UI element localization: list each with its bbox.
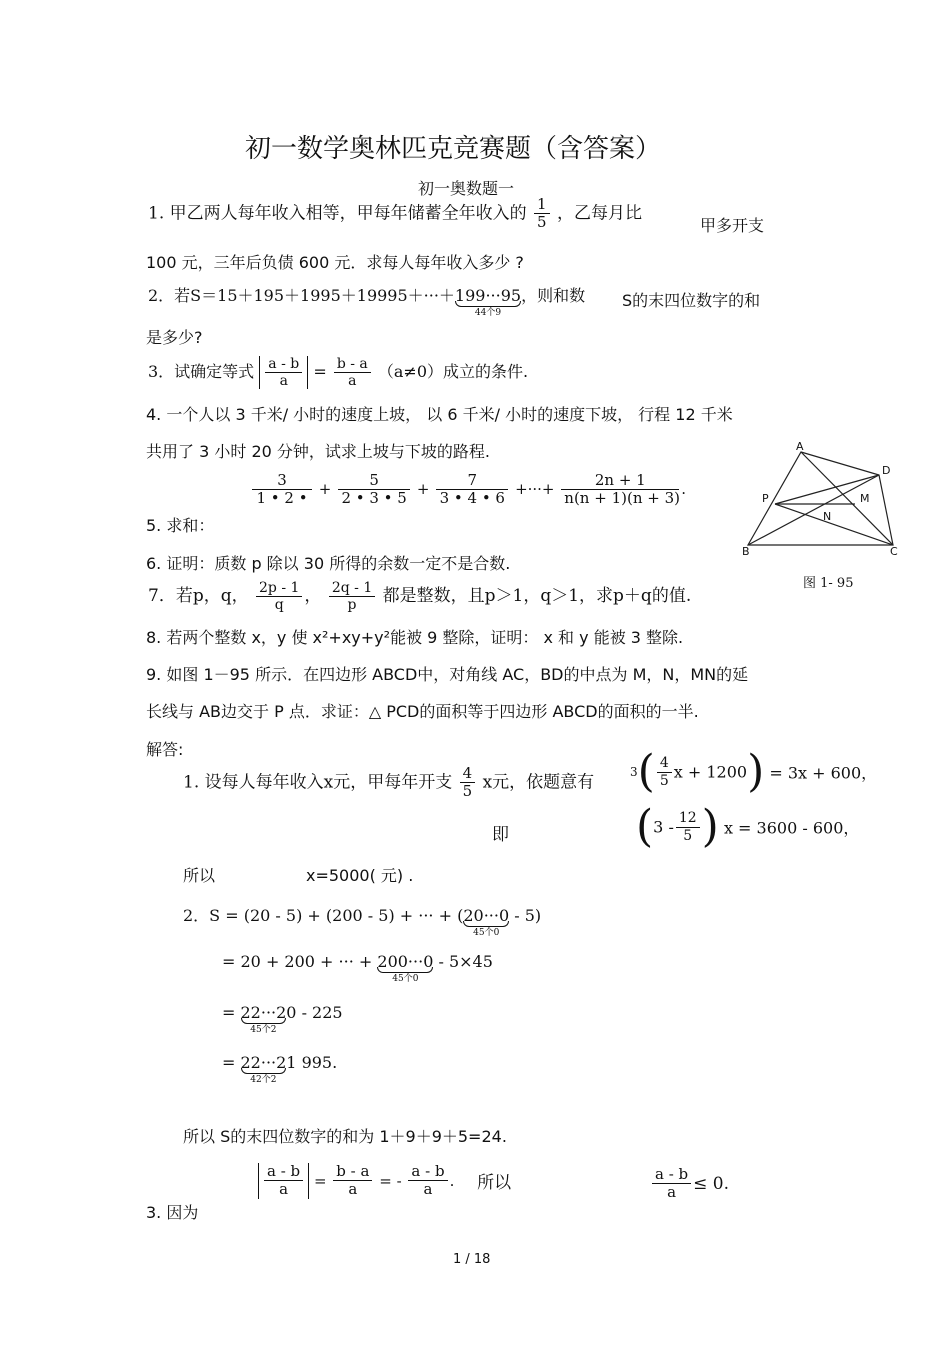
fraction-numerator: 12 <box>676 810 700 827</box>
brace-content: 22···2 <box>240 1003 287 1022</box>
fraction <box>676 810 700 843</box>
underbrace-icon <box>241 1068 287 1074</box>
plus-sign: + <box>318 479 332 498</box>
brace-label: 45个0 <box>392 974 419 984</box>
problem-5-label: 5. 求和： <box>146 516 215 535</box>
problem-9-line-2: 长线与 AB边交于 P 点．求证：△ PCD的面积等于四边形 ABCD的面积的一半. <box>146 702 699 721</box>
fraction-denominator: 2 • 3 • 5 <box>341 489 407 508</box>
fraction-numerator: 4 <box>460 765 476 783</box>
label-p: P <box>762 492 769 505</box>
problem-7-fraction-2 <box>329 580 375 613</box>
answers-heading: 解答: <box>146 740 184 759</box>
fraction-numerator: b - a <box>334 356 371 373</box>
period: . <box>449 1171 455 1190</box>
problem-3-fraction-2 <box>334 356 371 389</box>
so-text: 所以 <box>477 1173 512 1194</box>
sum-term-n <box>561 472 679 508</box>
problem-5-sum <box>250 472 686 508</box>
problem-1-line-1 <box>148 196 642 232</box>
equals-neg: = - <box>379 1171 402 1190</box>
fraction-denominator: 5 <box>462 782 473 801</box>
brace-content: 20···0 <box>463 906 510 925</box>
equals-sign: = <box>313 362 327 382</box>
expr-b: 1 995. <box>286 1053 338 1072</box>
problem-3-text: 3．试确定等式 <box>148 362 255 382</box>
brace-label: 45个0 <box>473 928 500 938</box>
leq-zero: ≤ 0. <box>693 1173 730 1194</box>
segment-pc <box>775 504 893 545</box>
answer-1-ji: 即 <box>492 825 509 845</box>
page-title: 初一数学奥林匹克竞赛题（含答案） <box>245 134 662 164</box>
underbrace-icon <box>463 921 509 927</box>
equals: = <box>313 1171 327 1190</box>
problem-2-line-2: 是多少? <box>146 328 203 347</box>
problem-2-line-1 <box>148 283 586 318</box>
answer-1-equation-1 <box>630 746 878 797</box>
fraction-denominator: a <box>348 1180 358 1199</box>
page-subtitle: 初一奥数题一 <box>418 179 515 198</box>
plus-sign: + <box>416 479 430 498</box>
sum-term-1 <box>252 472 312 508</box>
problem-2-text-b: ，则和数 <box>521 286 586 305</box>
problem-1-line-2: 100 元，三年后负债 600 元．求每人每年收入多少 ? <box>146 253 524 272</box>
equals: = <box>222 1003 241 1022</box>
fraction-denominator: 5 <box>659 772 669 789</box>
brace-content: 22···2 <box>240 1053 287 1072</box>
answer-2-result: 所以 S的末四位数字的和为 1＋9＋9＋5=24. <box>183 1127 507 1146</box>
problem-4-line-1: 4. 一个人以 3 千米/ 小时的速度上坡， 以 6 千米/ 小时的速度下坡， 行程 12 千米 <box>146 405 733 424</box>
fraction-denominator: a <box>667 1183 677 1202</box>
problem-7-text-b: 都是整数，且p＞1，q＞1，求p＋q的值. <box>382 586 692 607</box>
page-number: 1 / 18 <box>453 1252 491 1267</box>
label-m: M <box>860 492 870 505</box>
brace-label: 44个9 <box>474 308 502 318</box>
sum-term-3 <box>436 472 508 508</box>
problem-8: 8. 若两个整数 x，y 使 x²+xy+y²能被 9 整除，证明： x 和 y 能被 3 整除. <box>146 628 684 647</box>
answer-2-line-1 <box>183 903 542 938</box>
answer-1-text-b: x元，依题意有 <box>482 772 595 793</box>
answer-2-line-4 <box>222 1053 338 1085</box>
fraction-numerator: a - b <box>408 1163 447 1181</box>
problem-2-brace <box>454 286 522 318</box>
fraction-denominator: 5 <box>537 213 547 232</box>
ellipsis: +···+ <box>515 479 555 498</box>
expr: = 20 + 200 + ··· + <box>222 952 378 971</box>
fraction <box>264 1163 303 1199</box>
brace <box>240 1053 287 1085</box>
fraction-denominator: a <box>279 373 288 390</box>
fraction-denominator: n(n + 1)(n + 3) <box>564 489 680 508</box>
brace <box>240 1003 287 1035</box>
fraction-numerator: a - b <box>264 1163 303 1181</box>
fraction-denominator: a <box>348 373 357 390</box>
answer-3-label: 3. 因为 <box>146 1203 199 1222</box>
answer-1-fraction <box>460 765 476 801</box>
comma: ， <box>304 586 322 607</box>
label-b: B <box>742 545 750 558</box>
answer-3-equation <box>258 1163 511 1199</box>
pre-expr: 3 - <box>653 817 674 837</box>
fraction-numerator: 3 <box>252 472 312 490</box>
problem-7-fraction-1 <box>256 580 302 613</box>
sum-term-2 <box>338 472 410 508</box>
brace-label: 42个2 <box>250 1075 277 1085</box>
fraction-numerator: 5 <box>338 472 410 490</box>
underbrace-icon <box>377 967 433 973</box>
left-paren: ( <box>636 801 654 852</box>
fraction-numerator: 4 <box>657 755 672 772</box>
problem-6: 6. 证明：质数 p 除以 30 所得的余数一定不是合数. <box>146 554 511 573</box>
fraction-numerator: 2n + 1 <box>561 472 679 490</box>
fraction <box>408 1163 447 1199</box>
brace <box>463 906 510 938</box>
underbrace-icon <box>455 301 521 307</box>
fraction-denominator: a <box>423 1180 433 1199</box>
answer-2-line-3 <box>222 1003 343 1035</box>
fraction-numerator: 2p - 1 <box>256 580 302 597</box>
rhs: = 3x + 600， <box>769 763 878 783</box>
problem-3-fraction-1 <box>265 356 302 389</box>
problem-1-line-1c: 甲多开支 <box>700 216 765 235</box>
answer-3-conclusion <box>650 1166 729 1202</box>
problem-1-text-b: ，乙每月比 <box>556 203 642 224</box>
brace <box>377 952 434 984</box>
underbrace-icon <box>241 1018 287 1024</box>
equals: = <box>222 1053 241 1072</box>
fraction <box>333 1163 372 1199</box>
brace-content: 200···0 <box>377 952 434 971</box>
label-n: N <box>823 510 832 523</box>
label-d: D <box>882 464 891 477</box>
left-paren: ( <box>637 746 655 797</box>
fraction-denominator: q <box>274 597 284 614</box>
answer-1-text: 1. 设每人每年收入x元，甲每年开支 <box>183 772 453 793</box>
expr-b: - 5×45 <box>433 952 493 971</box>
fraction-denominator: 1 • 2 • <box>256 489 308 508</box>
problem-2-text: 2．若S＝15＋195＋1995＋19995＋···＋ <box>148 286 455 305</box>
answer-1-result-label: 所以 <box>183 866 216 885</box>
fraction-numerator: 1 <box>534 196 550 214</box>
coefficient: 3 <box>630 765 638 779</box>
right-paren: ) <box>747 746 765 797</box>
abs-value <box>259 356 308 389</box>
fraction <box>652 1166 691 1202</box>
problem-2-line-1c: S的末四位数字的和 <box>622 291 761 310</box>
problem-7 <box>148 580 691 613</box>
expr: 2．S = (20 - 5) + (200 - 5) + ··· + ( <box>183 906 464 925</box>
label-a: A <box>796 440 804 453</box>
right-paren: ) <box>701 801 719 852</box>
problem-3-text-b: （a≠0）成立的条件. <box>377 362 529 382</box>
expr-b: - 5) <box>509 906 542 925</box>
answer-1-equation-2 <box>636 801 860 852</box>
expr-b: 0 - 225 <box>286 1003 343 1022</box>
fraction-denominator: a <box>279 1180 289 1199</box>
problem-1-text: 1. 甲乙两人每年收入相等，甲每年储蓄全年收入的 <box>148 203 527 224</box>
answer-1-result: x=5000( 元) . <box>306 866 414 885</box>
problem-1-fraction <box>534 196 550 232</box>
period: . <box>681 479 687 498</box>
inner-expr: x + 1200 <box>673 762 748 782</box>
fraction-numerator: a - b <box>265 356 302 373</box>
fraction-numerator: 7 <box>436 472 508 490</box>
fraction-numerator: b - a <box>333 1163 372 1181</box>
fraction-numerator: a - b <box>652 1166 691 1184</box>
fraction-denominator: 5 <box>683 827 693 844</box>
quadrilateral-abcd <box>748 452 893 545</box>
fraction-denominator: p <box>347 597 357 614</box>
abs-value <box>258 1163 309 1199</box>
rhs: x = 3600 - 600， <box>723 818 860 838</box>
problem-3 <box>148 356 528 389</box>
fraction-denominator: 3 • 4 • 6 <box>439 489 505 508</box>
answer-1-line-1 <box>183 765 594 801</box>
brace-content: 199···95 <box>454 286 522 305</box>
brace-label: 45个2 <box>250 1025 277 1035</box>
fraction <box>657 755 672 788</box>
problem-4-line-2: 共用了 3 小时 20 分钟，试求上坡与下坡的路程. <box>146 442 490 461</box>
figure-caption: 图 1- 95 <box>803 576 854 591</box>
problem-9-line-1: 9. 如图 1－95 所示．在四边形 ABCD中，对角线 AC，BD的中点为 M，N，MN的延 <box>146 665 749 684</box>
label-c: C <box>890 545 898 558</box>
answer-2-line-2 <box>222 952 493 984</box>
problem-7-text: 7．若p，q， <box>148 586 249 607</box>
fraction-numerator: 2q - 1 <box>329 580 375 597</box>
